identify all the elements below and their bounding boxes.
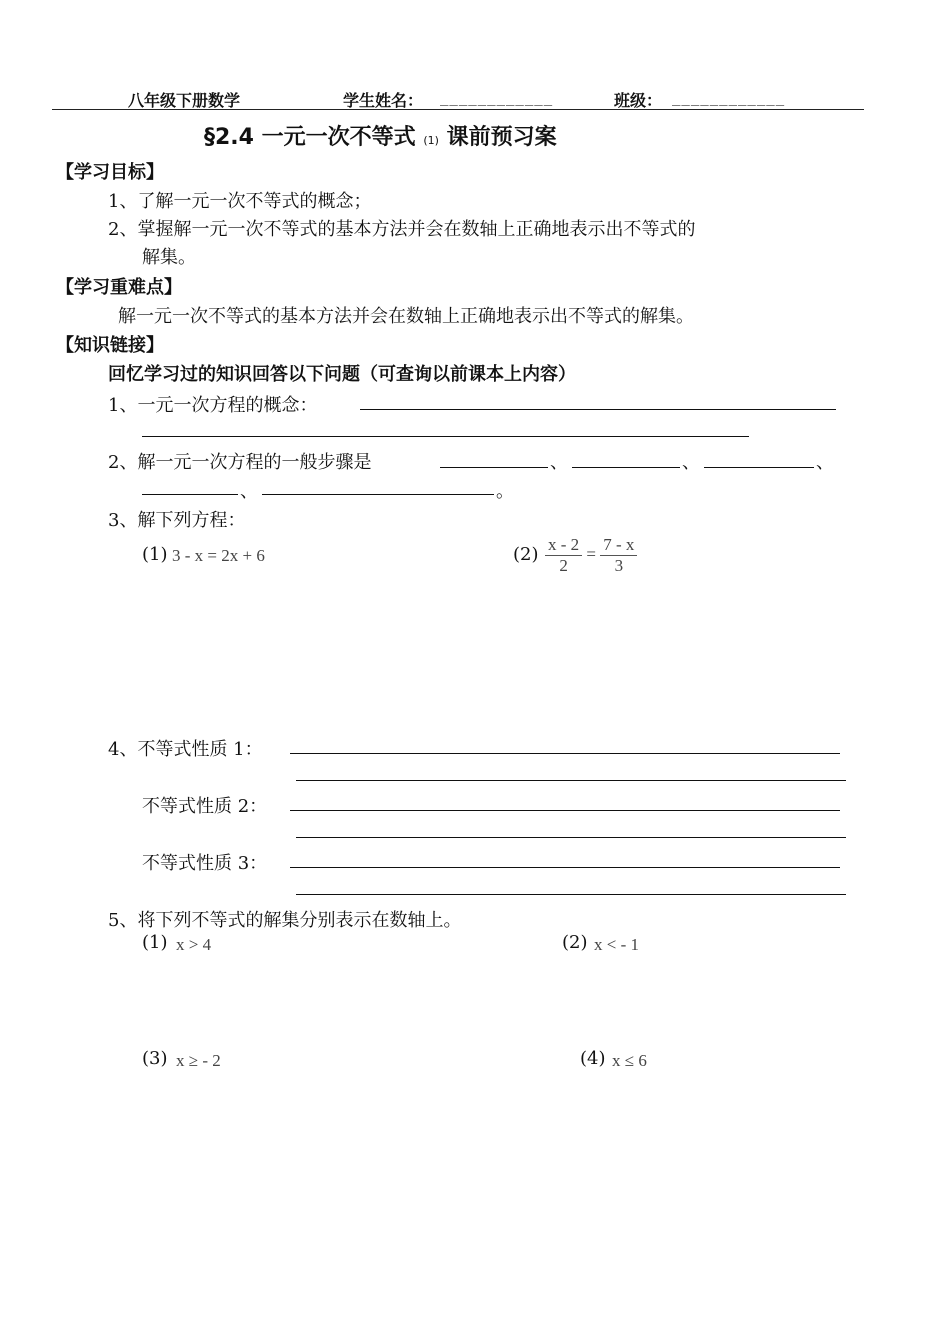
- fraction-left: [545, 535, 582, 576]
- equation-2: [545, 535, 637, 576]
- property-3-line-a[interactable]: [290, 867, 840, 868]
- goal-item-2-cont: 解集。: [142, 247, 196, 268]
- title-suffix: 课前预习案: [446, 125, 557, 150]
- goal-item-1: 1、了解一元一次不等式的概念；: [108, 191, 372, 212]
- question-4: 4、不等式性质 1：: [108, 739, 263, 760]
- inequality-1-label: (1): [142, 932, 168, 953]
- inequality-4: x ≤ 6: [612, 1051, 647, 1070]
- goal-item-2: 2、掌握解一元一次不等式的基本方法并会在数轴上正确地表示出不等式的: [108, 219, 696, 240]
- knowledge-intro: 回忆学习过的知识回答以下问题（可查询以前课本上内容）: [108, 364, 576, 385]
- fraction-right: [600, 535, 637, 576]
- separator: 、: [550, 452, 568, 473]
- page-title: [204, 120, 557, 151]
- title-sub: (1): [423, 134, 439, 147]
- property-1-line-b[interactable]: [296, 780, 846, 781]
- question-2: 2、解一元一次方程的一般步骤是: [108, 452, 372, 473]
- step-blank-5[interactable]: [262, 494, 494, 495]
- student-name-blank[interactable]: ____________: [440, 90, 554, 106]
- inequality-1: x > 4: [176, 935, 212, 954]
- key-points-text: 解一元一次不等式的基本方法并会在数轴上正确地表示出不等式的解集。: [118, 306, 694, 327]
- separator: 、: [240, 481, 258, 502]
- title-main: §2.4 一元一次不等式: [204, 125, 416, 150]
- equals-sign: =: [586, 544, 597, 564]
- step-blank-2[interactable]: [572, 467, 680, 468]
- question-3: 3、解下列方程：: [108, 510, 246, 531]
- fraction-left-numerator: x - 2: [545, 535, 582, 556]
- property-2-line-a[interactable]: [290, 810, 840, 811]
- separator: 、: [682, 452, 700, 473]
- property-2-line-b[interactable]: [296, 837, 846, 838]
- header-rule: [52, 109, 864, 110]
- inequality-3-label: (3): [142, 1048, 168, 1069]
- fraction-right-numerator: 7 - x: [600, 535, 637, 556]
- student-name-label: 学生姓名：: [343, 91, 424, 110]
- step-blank-3[interactable]: [704, 467, 814, 468]
- equation-1-label: (1): [142, 544, 168, 565]
- property-3-line-b[interactable]: [296, 894, 846, 895]
- inequality-3: x ≥ - 2: [176, 1051, 221, 1070]
- inequality-2: x < - 1: [594, 935, 639, 954]
- equation-2-label: (2): [513, 544, 539, 565]
- goals-heading: 【学习目标】: [56, 162, 164, 183]
- inequality-2-label: (2): [562, 932, 588, 953]
- step-blank-4[interactable]: [142, 494, 238, 495]
- end-mark: 。: [496, 481, 514, 502]
- knowledge-heading: 【知识链接】: [56, 335, 164, 356]
- question-5: 5、将下列不等式的解集分别表示在数轴上。: [108, 910, 462, 931]
- inequality-4-label: (4): [580, 1048, 606, 1069]
- answer-line-1a[interactable]: [360, 409, 836, 410]
- class-blank[interactable]: ____________: [672, 90, 786, 106]
- course-name: 八年级下册数学: [128, 91, 241, 110]
- separator: 、: [816, 452, 834, 473]
- property-3-label: 不等式性质 3：: [142, 853, 268, 874]
- fraction-left-denominator: 2: [559, 556, 568, 575]
- question-1: 1、一元一次方程的概念：: [108, 395, 318, 416]
- property-1-line-a[interactable]: [290, 753, 840, 754]
- step-blank-1[interactable]: [440, 467, 548, 468]
- key-points-heading: 【学习重难点】: [56, 277, 182, 298]
- answer-line-1b[interactable]: [142, 436, 749, 437]
- fraction-right-denominator: 3: [614, 556, 624, 575]
- equation-1: 3 - x = 2x + 6: [172, 546, 265, 565]
- class-label: 班级：: [614, 91, 663, 110]
- property-2-label: 不等式性质 2：: [142, 796, 268, 817]
